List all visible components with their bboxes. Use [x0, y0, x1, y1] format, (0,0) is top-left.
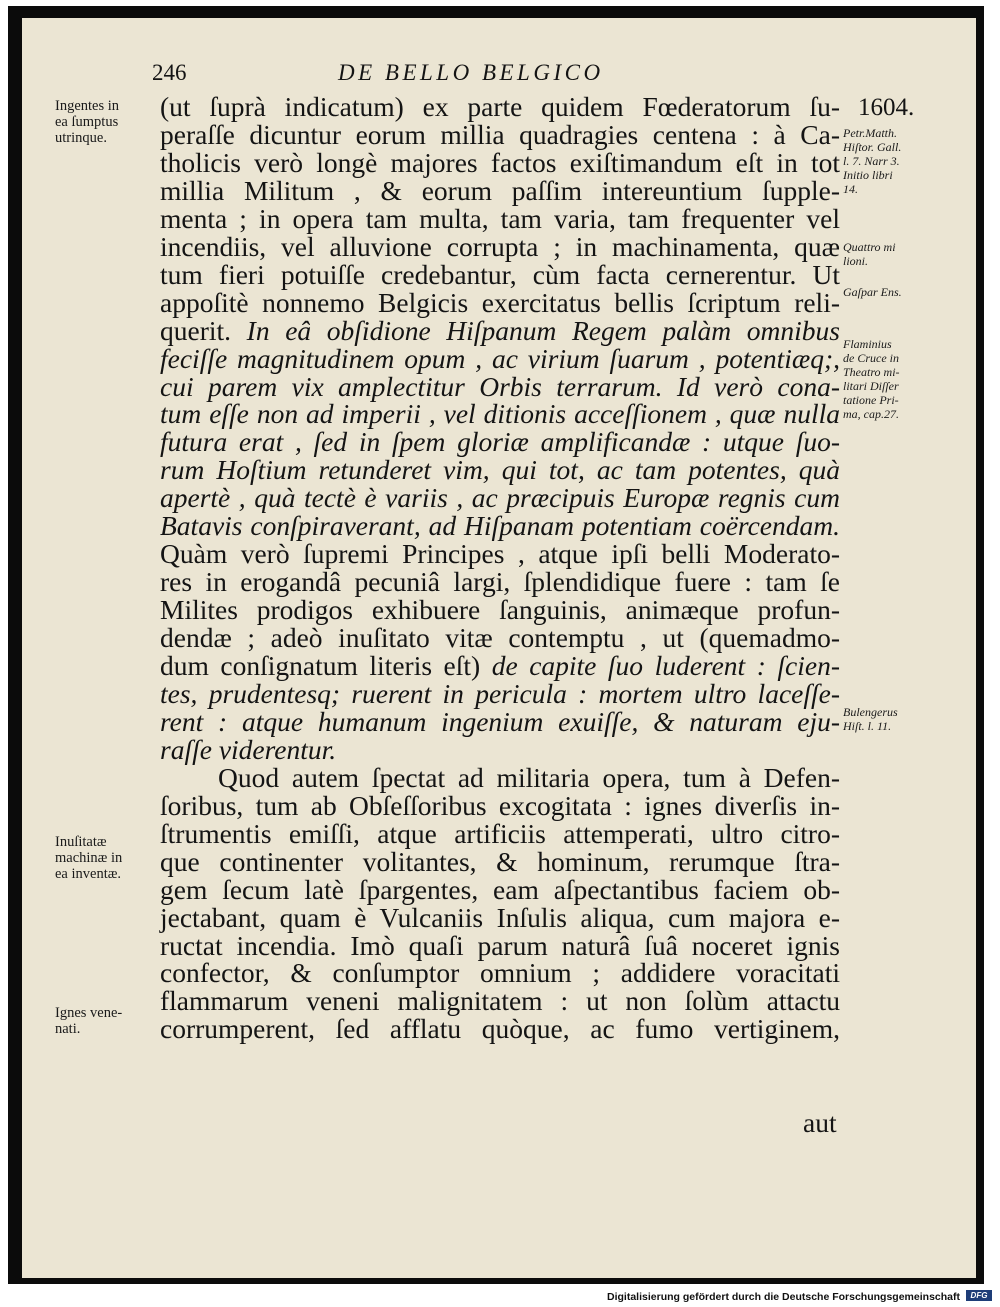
running-head: [150, 60, 850, 90]
text-segment: Quàm verò ſupremi Principes , atque ipſi belli Moderato-: [160, 538, 840, 570]
marginal-citation-right: Flaminius de Cruce in Theatro mi- litari Diſſer tatione Pri- ma, cap.27.: [843, 337, 900, 421]
italic-quote-segment: de capite ſuo luderent : ſcien-: [491, 650, 840, 681]
text-line: [160, 623, 840, 653]
text-segment: tum fieri potuiſſe credebantur, cùm facta cernerentur. Ut: [160, 258, 840, 290]
text-segment: millia Militum , & eorum paſſim intereuntium ſupple-: [160, 174, 840, 206]
text-segment: Quod autem ſpectat ad militaria opera, tum à Defen-: [218, 761, 840, 793]
text-line: [160, 372, 840, 402]
marginal-citation-right: Gaſpar Ens.: [843, 285, 902, 299]
text-line: [160, 1014, 840, 1044]
text-segment: ructat incendia. Imò quaſi parum naturâ ſuâ noceret ignis: [160, 929, 840, 961]
text-line: [160, 651, 840, 681]
text-line: [160, 483, 840, 513]
text-segment: gem ſecum latè ſpargentes, eam aſpectantibus faciem ob-: [160, 873, 840, 905]
text-segment: ſtrumentis emiſſi, atque artificiis attemperati, ultro citro-: [160, 817, 840, 849]
text-line: [160, 735, 840, 765]
text-line: [160, 120, 840, 150]
marginal-note-left: Inuſitatæ machinæ in ea inventæ.: [55, 834, 123, 882]
marginal-citation-right: Petr.Matth. Hiſtor. Gall. l. 7. Narr 3. Initio libri 14.: [843, 126, 902, 196]
italic-quote-segment: rent : atque humanum ingenium exuiſſe, & naturam eju-: [160, 705, 840, 737]
text-line: [160, 427, 840, 457]
text-line: [160, 958, 840, 988]
text-line: [160, 344, 840, 374]
funding-notice: Digitalisierung gefördert durch die Deutsche Forschungsgemeinschaft: [607, 1291, 960, 1303]
text-line: [160, 260, 840, 290]
text-segment: dendæ ; adeò inuſitato vitæ contemptu , ut (quemadmo-: [160, 622, 840, 654]
text-line: [160, 204, 840, 234]
italic-quote-segment: apertè , quà tectè è variis , ac præcipuis Europæ regnis cum: [160, 482, 840, 514]
text-line: [218, 763, 840, 793]
italic-quote-segment: futura erat , ſed in ſpem gloriæ amplificandæ : utque ſuo-: [160, 426, 840, 458]
text-segment: (ut ſuprà indicatum) ex parte quidem Fœderatorum ſu-: [160, 91, 840, 122]
catchword: aut: [803, 1107, 837, 1138]
text-line: [160, 176, 840, 206]
text-line: [160, 92, 840, 122]
text-segment: flammarum veneni malignitatem : ut non ſolùm attactu: [160, 985, 840, 1017]
text-segment: res in erogandâ pecuniâ largi, ſplendidique fuere : tam ſe: [160, 566, 840, 598]
text-line: [160, 986, 840, 1016]
marginal-citation-right: Quattro mi lioni.: [843, 240, 896, 268]
text-segment: dum conſignatum literis eſt): [160, 650, 492, 681]
italic-quote-segment: In eâ obſidione Hiſpanum Regem palàm omnibus: [246, 314, 840, 346]
text-line: [160, 931, 840, 961]
text-segment: ſoribus, tum ab Obſeſſoribus excogitata : ignes diverſis in-: [160, 789, 840, 821]
text-segment: jectabant, quam è Vulcaniis Inſulis aliqua, cum majora e-: [160, 901, 840, 933]
text-segment: tholicis verò longè majores factos exiſtimandum eſt in tot: [160, 146, 840, 178]
marginal-note-left: Ignes vene- nati.: [55, 1005, 123, 1037]
text-line: [160, 595, 840, 625]
page-number: 246: [152, 60, 187, 85]
marginal-citation-right: Bulengerus Hiſt. l. 11.: [843, 705, 898, 733]
italic-quote-segment: Batavis conſpiraverant, ad Hiſpanam potentiam coërcendam.: [160, 510, 840, 542]
text-line: [160, 847, 840, 877]
text-segment: Milites prodigos exhibuere ſanguinis, animæque profun-: [160, 594, 840, 626]
dfg-logo: DFG: [966, 1290, 992, 1301]
text-line: [160, 288, 840, 318]
text-segment: que continenter volitantes, & hominum, rerumque ſtra-: [160, 845, 840, 877]
running-title: DE BELLO BELGICO: [338, 60, 604, 85]
text-segment: incendiis, vel alluvione corrupta ; in machinamenta, quæ: [160, 230, 840, 262]
italic-quote-segment: raſſe viderentur.: [160, 733, 337, 765]
text-line: [160, 791, 840, 821]
text-segment: peraſſe dicuntur eorum millia quadragies centena : à Ca-: [160, 118, 840, 150]
text-segment: corrumperent, ſed afflatu quòque, ac fumo vertiginem,: [160, 1013, 840, 1045]
text-line: [160, 819, 840, 849]
italic-quote-segment: tes, prudentesq; ruerent in pericula : mortem ultro laceſſe-: [160, 677, 840, 709]
text-line: [160, 232, 840, 262]
text-line: [160, 903, 840, 933]
marginal-note-left: Ingentes in ea ſumptus utrinque.: [55, 98, 120, 146]
footer-bar: [0, 1284, 1000, 1307]
italic-quote-segment: tum eſſe non ad imperii , vel ditionis acceſſionem , quæ nulla: [160, 398, 840, 430]
text-segment: appoſitè nonnemo Belgicis exercitatus bellis ſcriptum reli-: [160, 286, 840, 318]
text-line: [160, 875, 840, 905]
text-line: [160, 455, 840, 485]
text-line: [160, 539, 840, 569]
text-line: [160, 567, 840, 597]
text-line: [160, 148, 840, 178]
text-line: [160, 511, 840, 541]
text-line: [160, 679, 840, 709]
italic-quote-segment: rum Hoſtium retunderet vim, qui tot, ac tam potentes, quà: [160, 454, 840, 486]
text-line: [160, 399, 840, 429]
text-line: [160, 707, 840, 737]
margin-year: 1604.: [858, 94, 915, 121]
text-line: [160, 316, 840, 346]
text-segment: confector, & conſumptor omnium ; addidere voracitati: [160, 957, 840, 989]
italic-quote-segment: cui parem vix amplectitur Orbis terrarum. Id verò cona-: [160, 370, 840, 402]
text-segment: querit.: [160, 314, 247, 346]
text-segment: menta ; in opera tam multa, tam varia, tam frequenter vel: [160, 202, 840, 234]
italic-quote-segment: feciſſe magnitudinem opum , ac virium ſuarum , potentiæq;,: [160, 342, 840, 374]
